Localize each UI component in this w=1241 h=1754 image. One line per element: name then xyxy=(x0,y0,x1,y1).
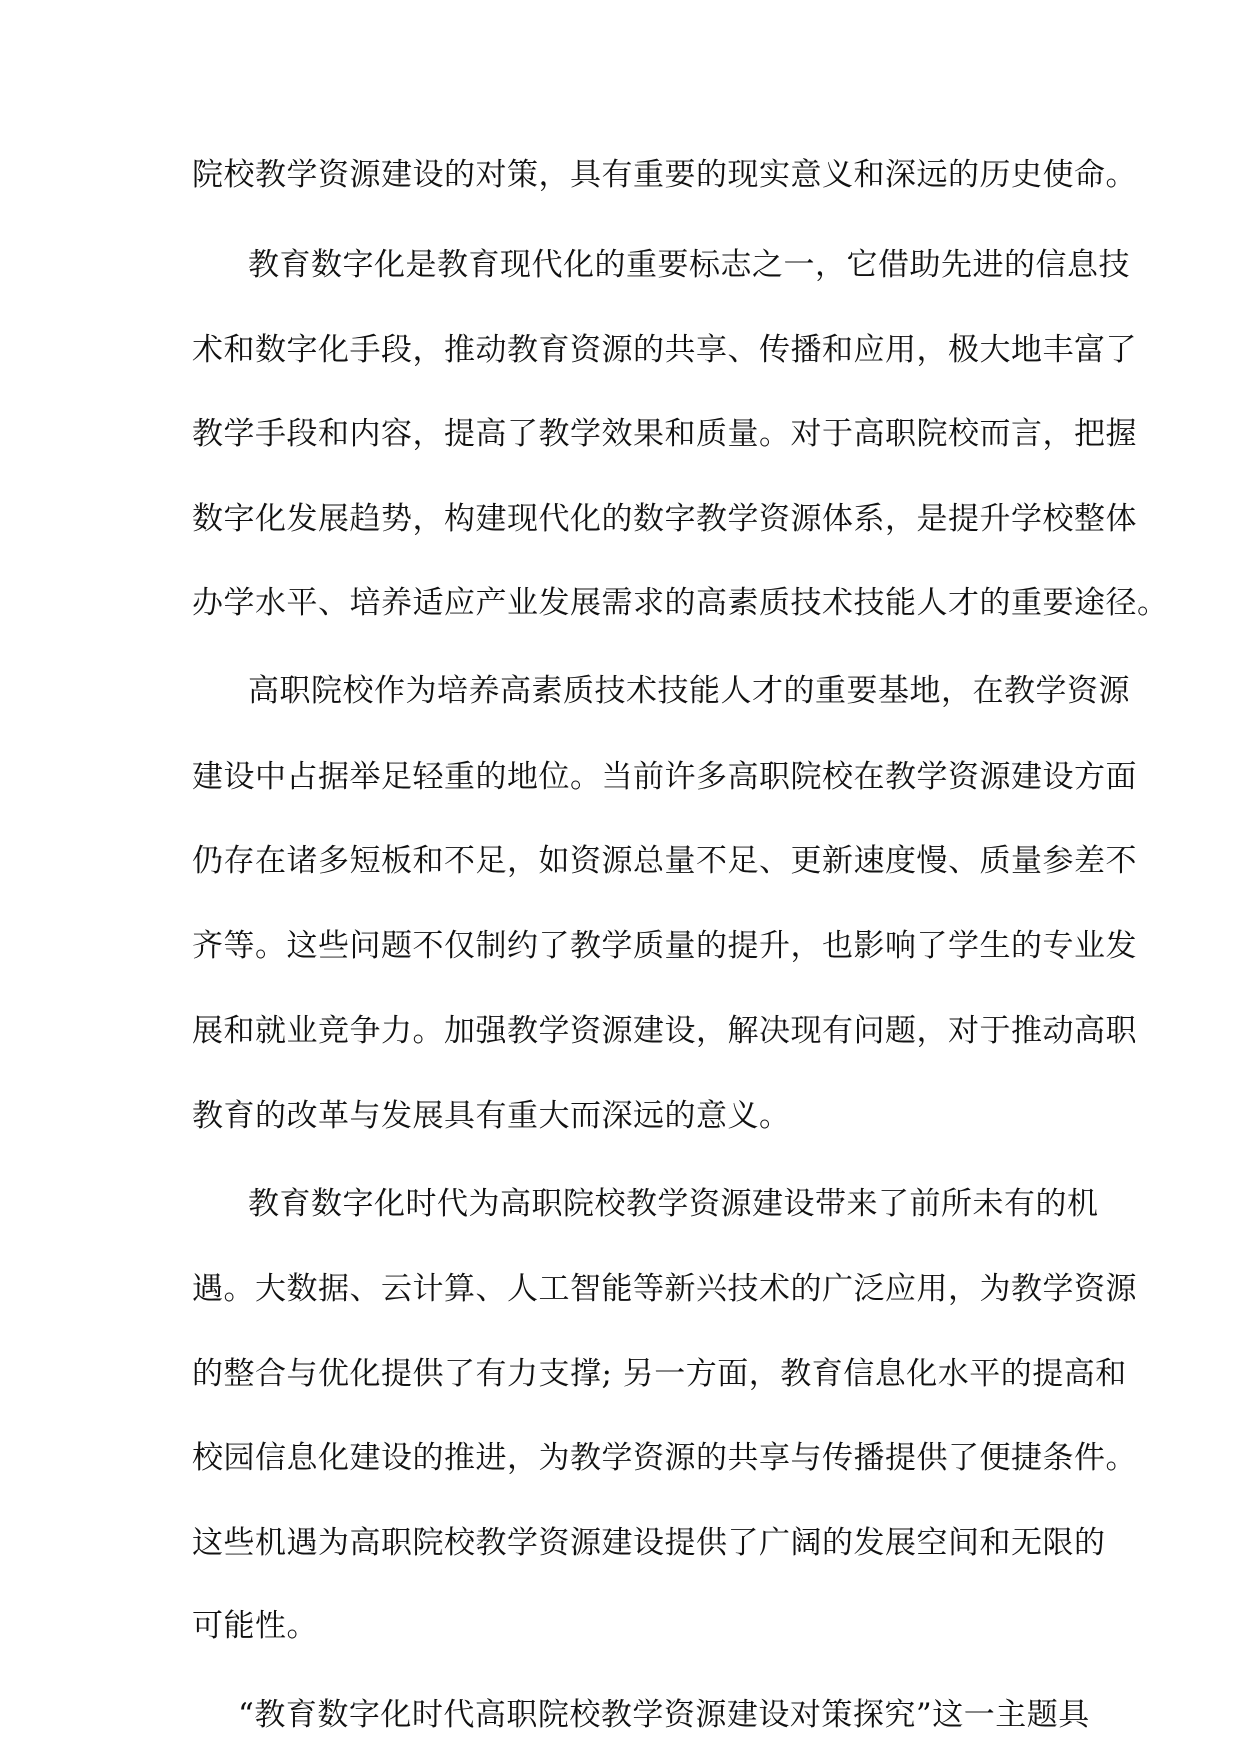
text-line: 仍存在诸多短板和不足，如资源总量不足、更新速度慢、质量参差不 xyxy=(192,843,1137,879)
text-line: 遇。大数据、云计算、人工智能等新兴技术的广泛应用，为教学资源 xyxy=(192,1271,1137,1307)
text-line: 教学手段和内容，提高了教学效果和质量。对于高职院校而言，把握 xyxy=(192,416,1137,452)
paragraph-first-line: “教育数字化时代高职院校教学资源建设对策探究”这一主题具 xyxy=(238,1697,1090,1733)
paragraph-first-line: 教育数字化是教育现代化的重要标志之一，它借助先进的信息技 xyxy=(248,247,1130,283)
text-line: 院校教学资源建设的对策，具有重要的现实意义和深远的历史使命。 xyxy=(192,157,1137,193)
text-line: 术和数字化手段，推动教育资源的共享、传播和应用，极大地丰富了 xyxy=(192,332,1137,368)
paragraph-last-line: 可能性。 xyxy=(192,1608,318,1644)
text-line: 的整合与优化提供了有力支撑; 另一方面，教育信息化水平的提高和 xyxy=(192,1356,1127,1392)
paragraph-last-line: 教育的改革与发展具有重大而深远的意义。 xyxy=(192,1098,791,1134)
text-line: 办学水平、培养适应产业发展需求的高素质技术技能人才的重要途径。 xyxy=(192,585,1169,621)
text-line: 展和就业竞争力。加强教学资源建设，解决现有问题，对于推动高职 xyxy=(192,1013,1137,1049)
text-line: 数字化发展趋势，构建现代化的数字教学资源体系，是提升学校整体 xyxy=(192,501,1137,537)
paragraph-first-line: 高职院校作为培养高素质技术技能人才的重要基地，在教学资源 xyxy=(248,673,1130,709)
text-line: 建设中占据举足轻重的地位。当前许多高职院校在教学资源建设方面 xyxy=(192,759,1137,795)
text-line: 齐等。这些问题不仅制约了教学质量的提升，也影响了学生的专业发 xyxy=(192,928,1137,964)
paragraph-first-line: 教育数字化时代为高职院校教学资源建设带来了前所未有的机 xyxy=(248,1186,1099,1222)
text-line: 这些机遇为高职院校教学资源建设提供了广阔的发展空间和无限的 xyxy=(192,1525,1106,1561)
text-line: 校园信息化建设的推进，为教学资源的共享与传播提供了便捷条件。 xyxy=(192,1440,1137,1476)
